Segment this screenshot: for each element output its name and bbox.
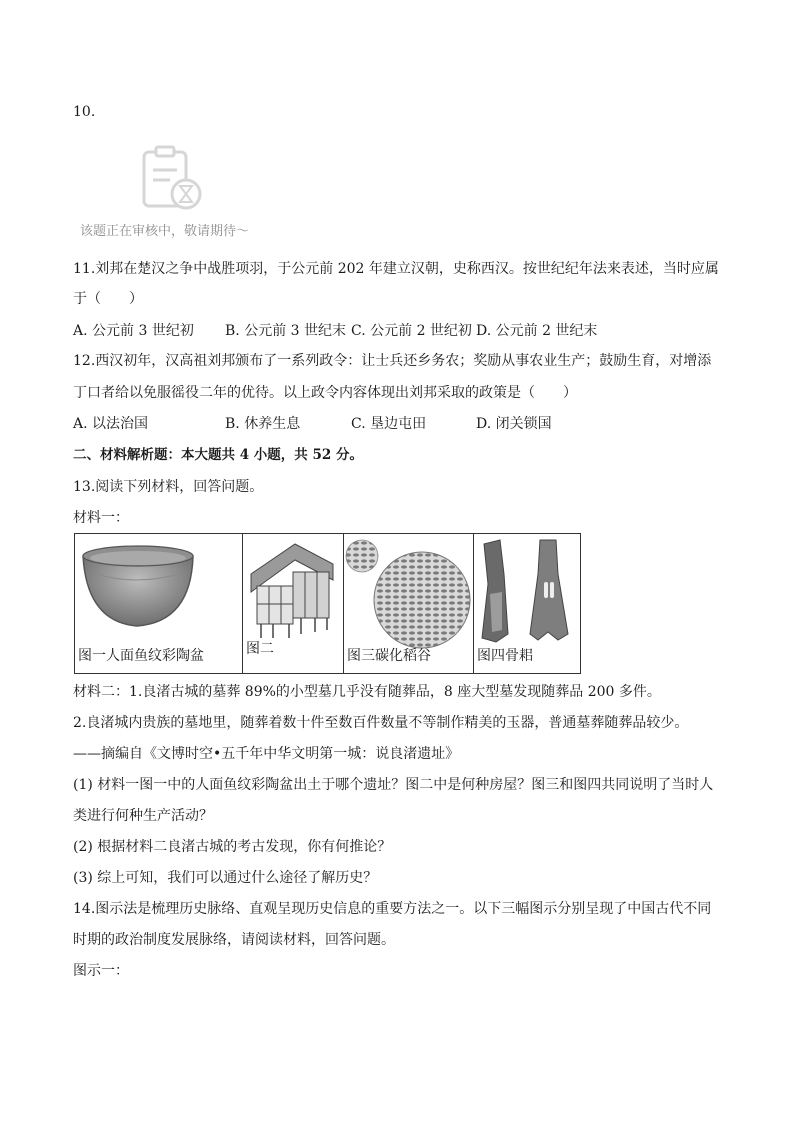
clipboard-hourglass-icon — [140, 144, 206, 214]
q11-stem-line2: 于（ ） — [73, 291, 143, 307]
figure-caption-2: 图二 — [246, 641, 274, 657]
figure-cell-2 — [243, 534, 344, 673]
q13-intro: 13.阅读下列材料，回答问题。 — [73, 479, 264, 495]
q12-option-d: D. 闭关锁国 — [476, 416, 552, 432]
material1-label: 材料一： — [73, 510, 129, 526]
q14-stem-line2: 时期的政治制度发展脉络，请阅读材料，回答问题。 — [73, 932, 395, 948]
q12-stem-line2: 丁口者给以免服徭役二年的优待。以上政令内容体现出刘邦采取的政策是（ ） — [73, 385, 577, 401]
figure-cell-4 — [474, 534, 580, 673]
section-heading: 二、材料解析题：本大题共 4 小题，共 52 分。 — [73, 447, 363, 463]
q11-option-d: D. 公元前 2 世纪末 — [476, 323, 598, 339]
review-placeholder — [76, 140, 276, 240]
figure-table — [74, 533, 581, 674]
q13-sub1-line1: (1) 材料一图一中的人面鱼纹彩陶盆出土于哪个遗址？图二中是何种房屋？图三和图四共同说明了当时人 — [73, 777, 714, 793]
figure-caption-1: 图一人面鱼纹彩陶盆 — [78, 648, 204, 664]
q14-stem-line1: 14.图示法是梳理历史脉络、直观呈现历史信息的重要方法之一。以下三幅图示分别呈现了中国古代不同 — [73, 901, 712, 917]
q13-sub1-line2: 类进行何种生产活动？ — [73, 808, 213, 824]
q12-option-c: C. 垦边屯田 — [351, 416, 427, 432]
review-placeholder-text: 该题正在审核中，敬请期待～ — [80, 224, 250, 239]
figure-cell-3 — [344, 534, 474, 673]
figure-caption-3: 图三碳化稻谷 — [347, 648, 431, 664]
figure-caption-4: 图四骨耜 — [477, 648, 533, 664]
material2-line1: 材料二：1.良渚古城的墓葬 89%的小型墓几乎没有随葬品，8 座大型墓发现随葬品 200 多件。 — [73, 684, 661, 700]
q11-option-b: B. 公元前 3 世纪末 — [225, 323, 346, 339]
q10-number: 10. — [73, 104, 96, 120]
q13-sub3: (3) 综上可知，我们可以通过什么途径了解历史？ — [73, 870, 378, 886]
q11-option-c: C. 公元前 2 世纪初 — [351, 323, 472, 339]
figure-cell-1 — [75, 534, 243, 673]
q12-option-b: B. 休养生息 — [225, 416, 301, 432]
q12-stem-line1: 12.西汉初年，汉高祖刘邦颁布了一系列政令：让士兵还乡务农；奖励从事农业生产；鼓励生育，对增添 — [73, 353, 712, 369]
diagram1-label: 图示一： — [73, 963, 129, 979]
q13-sub2: (2) 根据材料二良渚古城的考古发现，你有何推论？ — [73, 839, 392, 855]
material2-line2: 2.良渚城内贵族的墓地里，随葬着数十件至数百件数量不等制作精美的玉器，普通墓葬随葬品较少。 — [73, 715, 689, 731]
q11-option-a: A. 公元前 3 世纪初 — [73, 323, 194, 339]
q12-option-a: A. 以法治国 — [73, 416, 149, 432]
material-source: ——摘编自《文博时空•五千年中华文明第一城：说良渚遗址》 — [73, 746, 460, 762]
q11-stem-line1: 11.刘邦在楚汉之争中战胜项羽，于公元前 202 年建立汉朝，史称西汉。按世纪纪年法来表述，当时应属 — [73, 261, 719, 277]
